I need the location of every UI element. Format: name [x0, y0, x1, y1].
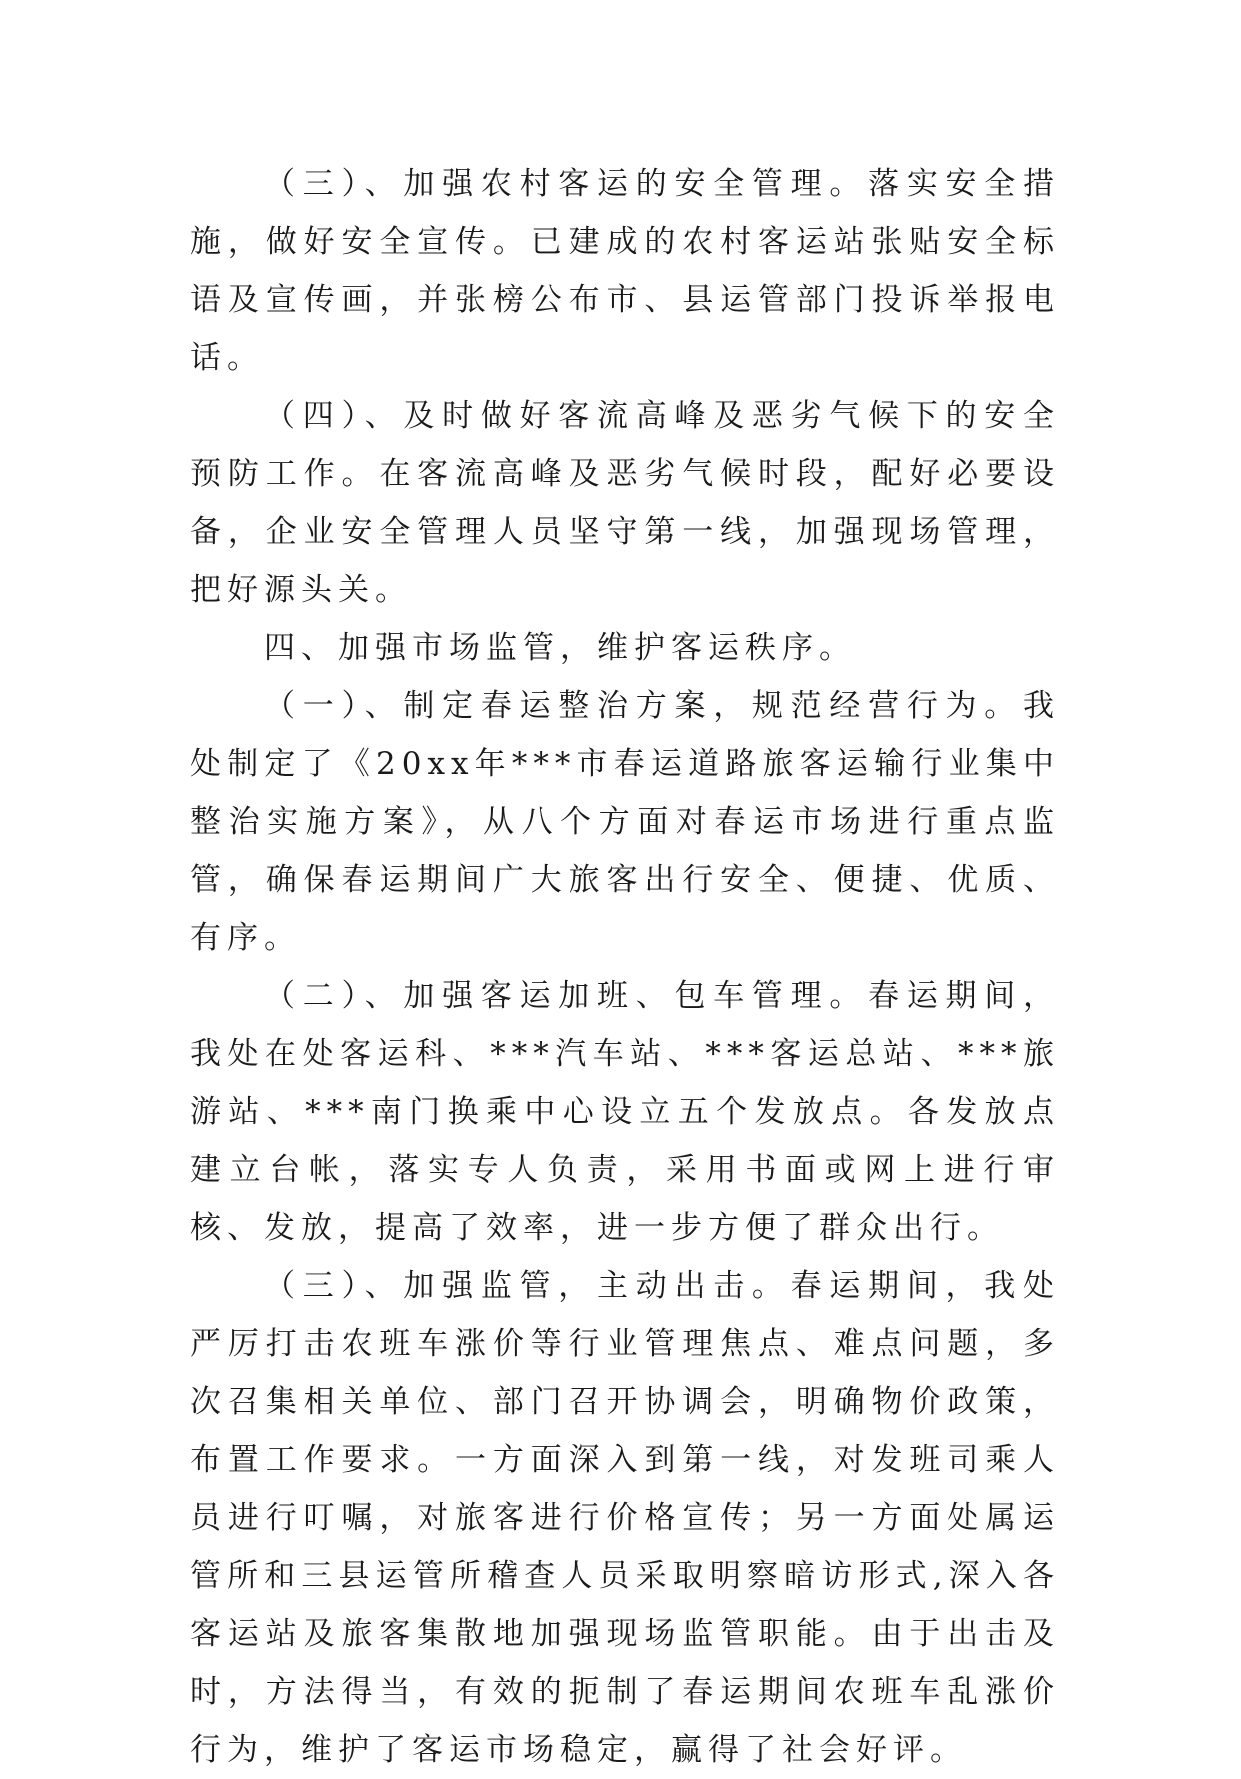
paragraph-charter-management: （二）、加强客运加班、包车管理。春运期间，我处在处客运科、***汽车站、***客运总站、***旅游站、***南门换乘中心设立五个发放点。各发放点建立台帐，落实专人负责，采用书面或网上进行审核、发放，提高了效率，进一步方便了群众出行。: [190, 978, 1060, 1246]
section-heading-market-supervision: 四、加强市场监管，维护客运秩序。: [264, 630, 856, 666]
paragraph-rectification-plan: （一）、制定春运整治方案，规范经营行为。我处制定了《20xx年***市春运道路旅客运输行业集中整治实施方案》，从八个方面对春运市场进行重点监管，确保春运期间广大旅客出行安全、便捷、优质、有序。: [190, 688, 1060, 956]
paragraph-supervision-action: （三）、加强监管，主动出击。春运期间，我处严厉打击农班车涨价等行业管理焦点、难点问题，多次召集相关单位、部门召开协调会，明确物价政策，布置工作要求。一方面深入到第一线，对发班司乘人员进行叮嘱，对旅客进行价格宣传；另一方面处属运管所和三县运管所稽查人员采取明察暗访形式,深入各客运站及旅客集散地加强现场监管职能。由于出击及时，方法得当，有效的扼制了春运期间农班车乱涨价行为，维护了客运市场稳定，赢得了社会好评。: [190, 1268, 1060, 1768]
paragraph-peak-weather-safety: （四）、及时做好客流高峰及恶劣气候下的安全预防工作。在客流高峰及恶劣气候时段，配好必要设备，企业安全管理人员坚守第一线，加强现场管理，把好源头关。: [190, 398, 1060, 608]
document-body: [190, 155, 1060, 1779]
paragraph-rural-passenger-safety: （三）、加强农村客运的安全管理。落实安全措施，做好安全宣传。已建成的农村客运站张贴安全标语及宣传画，并张榜公布市、县运管部门投诉举报电话。: [190, 166, 1060, 376]
